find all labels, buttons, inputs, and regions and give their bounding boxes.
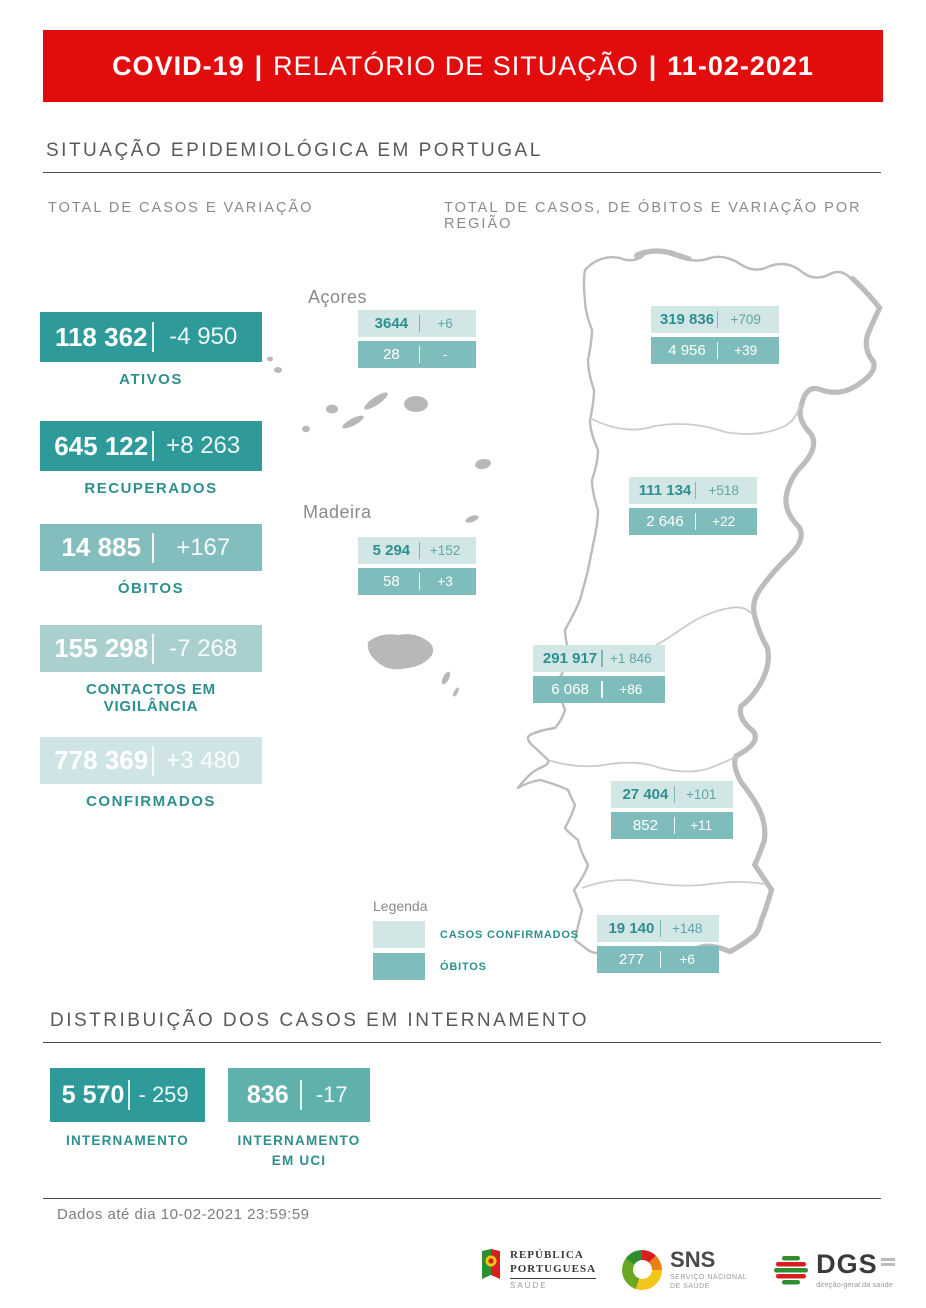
azores-islands [267,357,492,525]
region-norte-deaths-row [651,337,779,364]
dgs-sub: direção-geral da saúde [816,1280,893,1289]
sns-sub [670,1273,747,1291]
section-internment-title: DISTRIBUIÇÃO DOS CASOS EM INTERNAMENTO [50,1010,590,1031]
stat-ativos-box [40,312,262,362]
legend-title: Legenda [373,898,428,914]
region-centro-confirmed-row [629,477,757,504]
section-epidemiology-rule [43,172,881,173]
confirmed-variation: +518 [708,483,739,498]
portugal-map [240,240,900,1000]
region-centro [629,477,757,539]
section-epidemiology-title: SITUAÇÃO EPIDEMIOLÓGICA EM PORTUGAL [46,140,543,161]
confirmed-value: 5 294 [372,542,411,559]
region-alentejo-confirmed-row [611,781,733,808]
icu-box [228,1068,370,1122]
footer-rule [43,1198,881,1199]
deaths-value: 58 [383,573,400,590]
region-algarve [597,915,719,977]
stat-ativos-label: ATIVOS [119,371,183,388]
stat-obitos-label: ÓBITOS [117,580,185,597]
icu-label-line2: EM UCI [271,1153,327,1169]
dgs-logo [773,1251,895,1289]
stat-obitos-box [40,524,262,571]
sns-sub-line1: SERVIÇO NACIONAL [670,1273,748,1281]
republica-divider [510,1278,596,1279]
section-internment-rule [43,1042,881,1043]
deaths-variation: +11 [690,818,713,833]
deaths-value: 6 068 [551,681,589,698]
stat-contactos-variation: -7 268 [169,634,238,662]
stat-obitos-variation: +167 [176,533,231,561]
dgs-text [816,1251,895,1289]
region-lvt [533,645,665,707]
data-cutoff-note: Dados até dia 10-02-2021 23:59:59 [57,1206,310,1223]
region-algarve-deaths-row [597,946,719,973]
icu-label-line1: INTERNAMENTO [237,1133,361,1148]
banner-subtitle: RELATÓRIO DE SITUAÇÃO [273,50,639,81]
madeira-label: Madeira [303,502,372,522]
legend-deaths-swatch [373,953,425,980]
deaths-variation: +39 [734,343,758,358]
region-algarve-confirmed-row [597,915,719,942]
republica-line2: PORTUGUESA [510,1262,597,1275]
confirmed-variation: +6 [437,316,453,331]
confirmed-value: 19 140 [608,920,655,937]
confirmed-variation: +152 [429,543,461,558]
region-norte [651,306,779,368]
stat-confirmados-variation: +3 480 [166,746,241,774]
icu-value: 836 [246,1080,289,1109]
deaths-value: 28 [383,346,400,363]
deaths-variation: - [442,347,448,362]
icu-card [228,1068,370,1172]
internment-value: 5 570 [61,1080,125,1109]
stat-confirmados-value: 778 369 [54,745,149,775]
deaths-value: 4 956 [668,342,706,359]
regions-subtitle: TOTAL DE CASOS, DE ÓBITOS E VARIAÇÃO POR REGIÃO [444,200,862,232]
region-lvt-deaths-row [533,676,665,703]
legend-confirmed-swatch [373,921,425,948]
stat-ativos [40,312,262,388]
stat-confirmados-box [40,737,262,784]
stat-obitos-value: 14 885 [61,532,141,562]
deaths-value: 2 646 [646,513,684,530]
internment-variation: - 259 [138,1082,189,1107]
stat-recuperados-variation: +8 263 [166,432,241,459]
confirmed-value: 3644 [374,315,409,332]
region-alentejo-deaths-row [611,812,733,839]
region-lvt-confirmed-row [533,645,665,672]
dgs-sphere-icon [773,1253,809,1287]
region-acores-confirmed-row [358,310,476,337]
stat-recuperados-value: 645 122 [54,430,149,461]
icu-label [228,1131,370,1172]
confirmed-variation: +101 [685,787,717,802]
sns-sub-line2: DE SAÚDE [670,1283,710,1290]
internment-label: INTERNAMENTO [66,1133,189,1148]
confirmed-variation: +709 [730,312,761,327]
legend-deaths-label: ÓBITOS [440,961,487,973]
region-madeira [358,537,476,599]
stat-contactos-label: CONTACTOS EM VIGILÂNCIA [86,681,216,715]
internment-card [50,1068,205,1151]
deaths-variation: +6 [679,952,695,967]
portugal-flag-icon [480,1249,502,1281]
stat-confirmados [40,737,262,810]
region-norte-confirmed-row [651,306,779,333]
confirmed-value: 111 134 [638,482,692,499]
stat-recuperados-label: RECUPERADOS [84,480,218,497]
stat-ativos-variation: -4 950 [169,323,238,350]
deaths-variation: +3 [437,574,453,589]
stat-contactos-box [40,625,262,672]
stat-recuperados-box [40,421,262,471]
banner-app-title: COVID-19 [112,50,245,81]
republica-sub: SAÚDE [510,1281,548,1291]
region-madeira-deaths-row [358,568,476,595]
deaths-value: 277 [618,951,644,968]
legend-confirmed-label: CASOS CONFIRMADOS [440,929,579,941]
region-acores [358,310,476,372]
banner-separator-1: | [254,50,264,81]
deaths-variation: +86 [619,682,643,697]
confirmed-value: 27 404 [622,786,669,803]
dgs-name: DGS [816,1249,878,1279]
stat-confirmados-label: CONFIRMADOS [86,793,216,810]
stat-obitos [40,524,262,597]
republica-portuguesa-logo [480,1249,596,1292]
region-madeira-confirmed-row [358,537,476,564]
totals-subtitle: TOTAL DE CASOS E VARIAÇÃO [48,200,314,216]
stat-contactos [40,625,262,715]
sns-text [670,1246,748,1291]
icu-variation: -17 [315,1082,348,1107]
confirmed-variation: +148 [671,921,703,936]
confirmed-variation: +1 846 [609,651,652,666]
banner-date: 11-02-2021 [667,50,814,81]
dgs-tagline-marks [881,1258,895,1266]
confirmed-value: 291 917 [542,650,598,667]
republica-text [510,1249,596,1292]
region-centro-deaths-row [629,508,757,535]
internment-box [50,1068,205,1122]
madeira-islands [368,634,460,697]
deaths-value: 852 [632,817,658,834]
report-title-banner [43,30,883,102]
sns-name: SNS [670,1246,716,1272]
confirmed-value: 319 836 [659,311,715,328]
republica-line1: REPÚBLICA [510,1248,584,1261]
region-acores-deaths-row [358,341,476,368]
stat-ativos-value: 118 362 [54,321,148,352]
stat-contactos-value: 155 298 [54,633,149,663]
sns-swirl-icon [622,1250,662,1290]
banner-separator-2: | [648,50,658,81]
acores-label: Açores [308,287,368,307]
deaths-variation: +22 [712,514,736,529]
stat-recuperados [40,421,262,497]
sns-logo [622,1246,748,1291]
region-alentejo [611,781,733,843]
footer-logos [480,1240,900,1300]
